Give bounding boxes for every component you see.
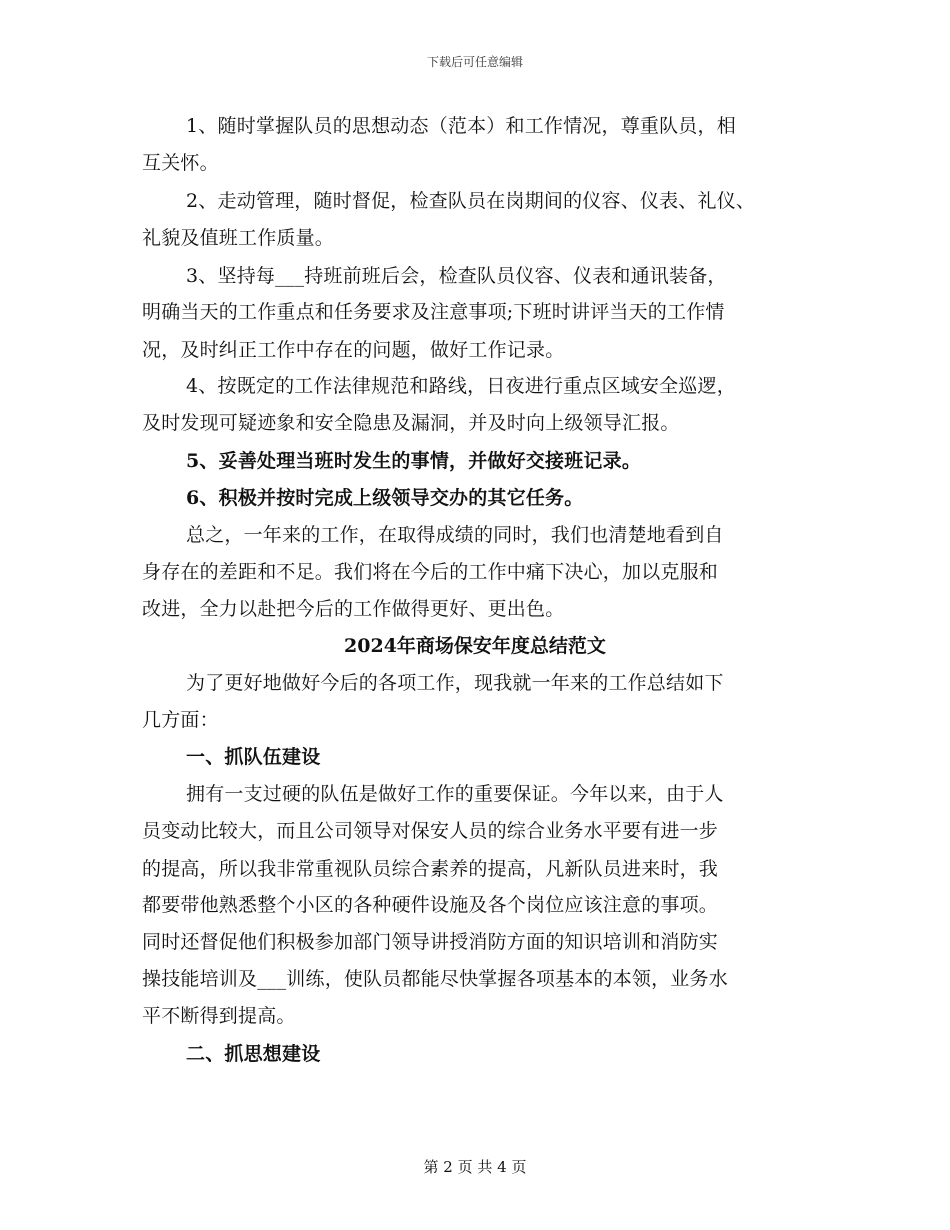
paragraph-line: 况，及时纠正工作中存在的问题，做好工作记录。 xyxy=(142,339,565,361)
paragraph-line: 4、按既定的工作法律规范和路线，日夜进行重点区域安全巡逻， xyxy=(186,375,736,397)
paragraph-line: 平不断得到提高。 xyxy=(142,1005,296,1027)
paragraph-line: 员变动比较大，而且公司领导对保安人员的综合业务水平要有进一步 xyxy=(142,820,719,842)
page-number: 第 2 页 共 4 页 xyxy=(423,1158,527,1176)
paragraph-line: 2、走动管理，随时督促，检查队员在岗期间的仪容、仪表、礼仪、 xyxy=(186,190,756,212)
subheading: 一、抓队伍建设 xyxy=(186,746,321,768)
paragraph-line: 明确当天的工作重点和任务要求及注意事项;下班时讲评当天的工作情 xyxy=(142,301,725,323)
paragraph-line-bold: 6、积极并按时完成上级领导交办的其它任务。 xyxy=(186,487,584,509)
subheading: 二、抓思想建设 xyxy=(186,1043,321,1065)
paragraph-line: 总之，一年来的工作，在取得成绩的同时，我们也清楚地看到自 xyxy=(186,524,724,546)
paragraph-line: 及时发现可疑迹象和安全隐患及漏洞，并及时向上级领导汇报。 xyxy=(142,412,680,434)
header-note: 下载后可任意编辑 xyxy=(426,55,523,69)
paragraph-line: 礼貌及值班工作质量。 xyxy=(142,227,335,249)
paragraph-line: 都要带他熟悉整个小区的各种硬件设施及各个岗位应该注意的事项。 xyxy=(142,894,719,916)
section-title: 2024年商场保安年度总结范文 xyxy=(344,635,606,657)
paragraph-line: 同时还督促他们积极参加部门领导讲授消防方面的知识培训和消防实 xyxy=(142,931,719,953)
paragraph-line: 3、坚持每___持班前班后会，检查队员仪容、仪表和通讯装备， xyxy=(186,265,727,287)
paragraph-line: 身存在的差距和不足。我们将在今后的工作中痛下决心，加以克服和 xyxy=(142,561,719,583)
paragraph-line: 几方面： xyxy=(142,709,219,731)
paragraph-line: 的提高，所以我非常重视队员综合素养的提高，凡新队员进来时，我 xyxy=(142,858,719,880)
paragraph-line: 操技能培训及___训练，使队员都能尽快掌握各项基本的本领，业务水 xyxy=(142,968,728,990)
paragraph-line: 1、随时掌握队员的思想动态（范本）和工作情况，尊重队员，相 xyxy=(186,115,736,137)
paragraph-line: 改进，全力以赴把今后的工作做得更好、更出色。 xyxy=(142,598,565,620)
paragraph-line: 拥有一支过硬的队伍是做好工作的重要保证。今年以来，由于人 xyxy=(186,783,724,805)
paragraph-line-bold: 5、妥善处理当班时发生的事情，并做好交接班记录。 xyxy=(186,450,642,472)
paragraph-line: 为了更好地做好今后的各项工作，现我就一年来的工作总结如下 xyxy=(186,672,724,694)
paragraph-line: 互关怀。 xyxy=(142,152,219,174)
